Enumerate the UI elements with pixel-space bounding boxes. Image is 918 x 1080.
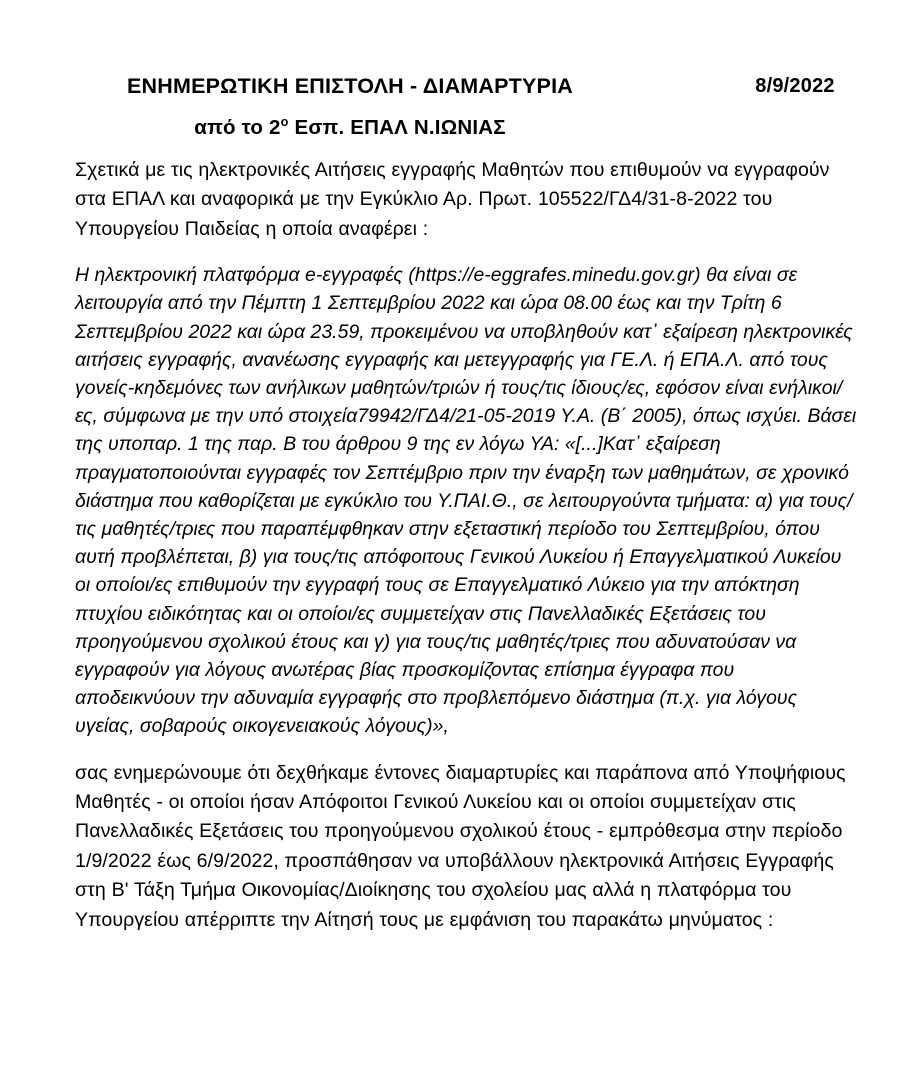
subtitle-prefix: από το 2 [194,116,281,139]
header-title-row [0,74,918,108]
document-body [75,156,865,935]
page-title: ΕΝΗΜΕΡΩΤΙΚΗ ΕΠΙΣΤΟΛΗ - ΔΙΑΜΑΡΤΥΡΙΑ [126,74,573,98]
document-date: 8/9/2022 [755,75,835,97]
quoted-circular-text: Η ηλεκτρονική πλατφόρμα e-εγγραφές (https://e-eggrafes.minedu.gov.gr) θα είναι σε λειτουργία από την Πέμπτη 1 Σεπτεμβρίου 2022 και ώρα 08.00 έως και την Τρίτη 6 Σεπτεμβρίου 2022 και ώρα 23.59, προκειμένου να υποβληθούν κατ᾽ εξαίρεση ηλεκτρονικές αιτήσεις εγγραφής, ανανέωσης εγγραφής και μετεγγραφής για ΓΕ.Λ. ή ΕΠΑ.Λ. από τους γονείς-κηδεμόνες των ανήλικων μαθητών/τριών ή τους/τις ίδιους/ες, εφόσον είναι ενήλικοι/ες, σύμφωνα με την υπό στοιχεία79942/ΓΔ4/21-05-2019 Υ.Α. (Β΄ 2005), όπως ισχύει. Βάσει της υποπαρ. 1 της παρ. Β του άρθρου 9 της εν λόγω ΥΑ: «[...]Κατ᾽ εξαίρεση πραγματοποιούνται εγγραφές τον Σεπτέμβριο πριν την έναρξη των μαθημάτων, σε χρονικό διάστημα που καθορίζεται με εγκύκλιο του Υ.ΠΑΙ.Θ., σε λειτουργούντα τμήματα: α) για τους/τις μαθητές/τριες που παραπέμφθηκαν στην εξεταστική περίοδο του Σεπτεμβρίου, όπου αυτή προβλέπεται, β) για τους/τις απόφοιτους Γενικού Λυκείου ή Επαγγελματικού Λυκείου οι οποίοι/ες επιθυμούν την εγγραφή τους σε Επαγγελματικό Λύκειο για την απόκτηση πτυχίου ειδικότητας και οι οποίοι/ες συμμετείχαν στις Πανελλαδικές Εξετάσεις του προηγούμενου σχολικού έτους και γ) για τους/τις μαθητές/τριες που αδυνατούσαν να εγγραφούν για λόγους ανωτέρας βίας προσκομίζοντας επίσημα έγγραφα που αποδεικνύουν την αδυναμία εγγραφής στο προβλεπόμενο διάστημα (π.χ. για λόγους υγείας, σοβαρούς οικογενειακούς λόγους)», [75,264,857,738]
closing-paragraph: σας ενημερώνουμε ότι δεχθήκαμε έντονες διαμαρτυρίες και παράπονα από Υποψήφιους Μαθητές - οι οποίοι ήσαν Απόφοιτοι Γενικού Λυκείου και οι οποίοι συμμετείχαν στις Πανελλαδικές Εξετάσεις του προηγούμενου σχολικού έτους - εμπρόθεσμα στην περίοδο 1/9/2022 έως 6/9/2022, προσπάθησαν να υποβάλλουν ηλεκτρονικά Αιτήσεις Εγγραφής στη Β' Τάξη Τμήμα Οικονομίας/Διοίκησης του σχολείου μας αλλά η πλατφόρμα του Υπουργείου απέρριπτε την Αίτησή τους με εμφάνιση του παρακάτω μηνύματος : [75,761,846,931]
subtitle-ordinal-superscript: ο [280,114,289,130]
subtitle-suffix: Εσπ. ΕΠΑΛ Ν.ΙΩΝΙΑΣ [288,116,506,139]
document-subtitle [0,116,700,140]
document-header [0,74,918,140]
intro-paragraph: Σχετικά με τις ηλεκτρονικές Αιτήσεις εγγραφής Μαθητών που επιθυμούν να εγγραφούν στα ΕΠΑΛ και αναφορικά με την Εγκύκλιο Αρ. Πρωτ. 105522/ΓΔ4/31-8-2022 του Υπουργείου Παιδείας η οποία αναφέρει : [75,159,830,240]
